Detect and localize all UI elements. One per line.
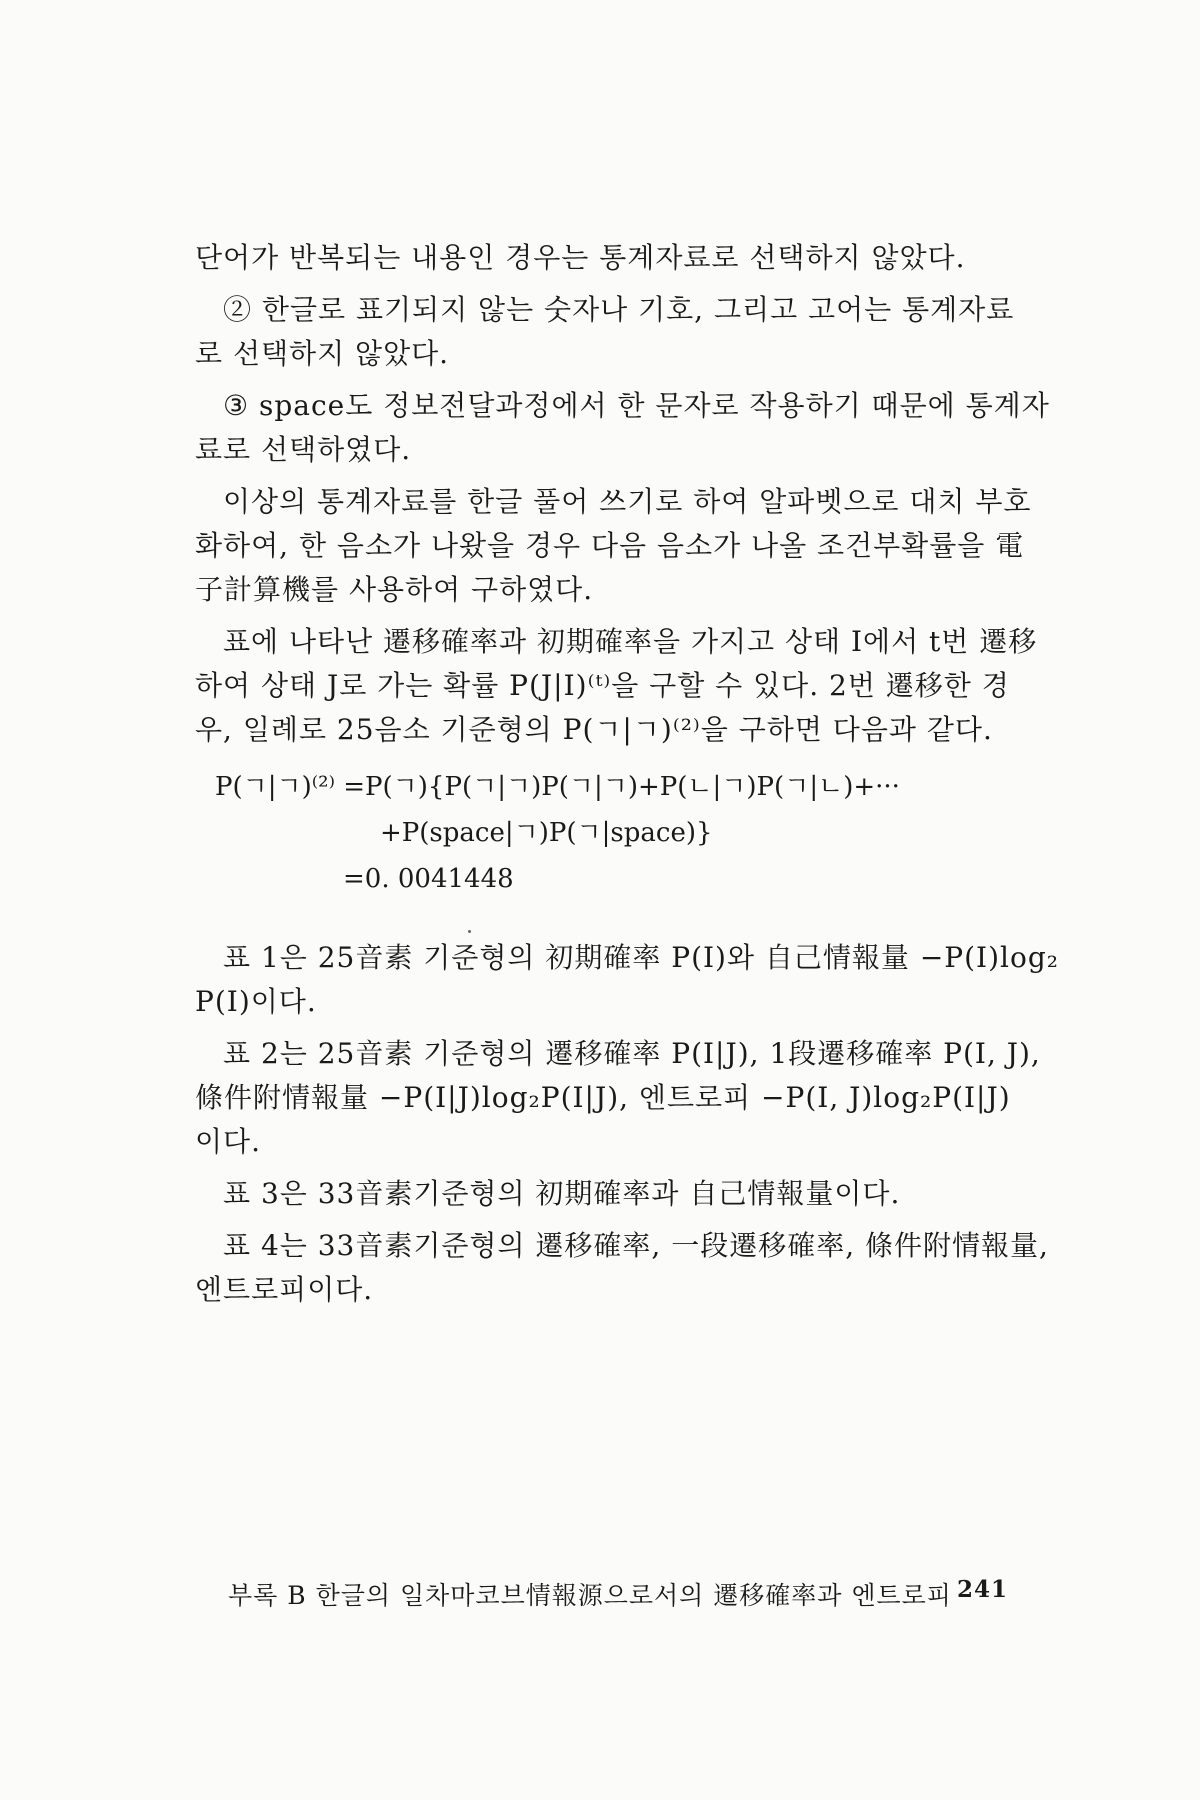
print-speck (468, 930, 471, 933)
text-line: 표 3은 33音素기준형의 初期確率과 自己情報量이다. (223, 1177, 901, 1210)
text-line: 로 선택하지 않았다. (195, 337, 450, 370)
page-number: 241 (956, 1576, 1008, 1603)
text-line: ② 한글로 표기되지 않는 숫자나 기호, 그리고 고어는 통계자료 (223, 293, 1015, 326)
text-line: 이상의 통계자료를 한글 풀어 쓰기로 하여 알파벳으로 대치 부호 (223, 485, 1032, 518)
text-line: 표 4는 33音素기준형의 遷移確率, 一段遷移確率, 條件附情報量, (223, 1229, 1049, 1262)
text-line: 우, 일례로 25음소 기준형의 P(ㄱ|ㄱ)⁽²⁾을 구하면 다음과 같다. (195, 713, 993, 746)
text-line: 표 2는 25音素 기준형의 遷移確率 P(I|J), 1段遷移確率 P(I, J), (223, 1037, 1041, 1070)
text-line: 표에 나타난 遷移確率과 初期確率을 가지고 상태 I에서 t번 遷移 (223, 625, 1038, 658)
text-line: P(I)이다. (195, 985, 317, 1018)
text-line: ③ space도 정보전달과정에서 한 문자로 작용하기 때문에 통계자 (223, 389, 1050, 422)
text-line: 표 1은 25音素 기준형의 初期確率 P(I)와 自己情報量 −P(I)log₂ (223, 941, 1060, 974)
text-line: 이다. (195, 1125, 261, 1158)
text-line: 엔트로피이다. (195, 1273, 374, 1306)
text-line: 條件附情報量 −P(I|J)log₂P(I|J), 엔트로피 −P(I, J)log₂P(I|J) (195, 1081, 1011, 1114)
equation-line: +P(space|ㄱ)P(ㄱ|space)} (380, 818, 713, 848)
running-title: 부록 B 한글의 일차마코브情報源으로서의 遷移確率과 엔트로피 (228, 1581, 952, 1610)
equation-line: P(ㄱ|ㄱ)⁽²⁾ =P(ㄱ){P(ㄱ|ㄱ)P(ㄱ|ㄱ)+P(ㄴ|ㄱ)P(ㄱ|ㄴ)+··· (215, 772, 900, 802)
equation-line: =0. 0041448 (343, 864, 514, 894)
text-line: 子計算機를 사용하여 구하였다. (195, 573, 594, 606)
page-footer (228, 1576, 1008, 1612)
text-line: 료로 선택하였다. (195, 433, 412, 466)
text-line: 화하여, 한 음소가 나왔을 경우 다음 음소가 나올 조건부확률을 電 (195, 529, 1025, 562)
text-line: 하여 상태 J로 가는 확률 P(J|I)⁽ᵗ⁾을 구할 수 있다. 2번 遷移한 경 (195, 669, 1010, 702)
text-line: 단어가 반복되는 내용인 경우는 통계자료로 선택하지 않았다. (195, 241, 966, 274)
equation-block (195, 764, 1005, 902)
document-body (195, 236, 1060, 1312)
